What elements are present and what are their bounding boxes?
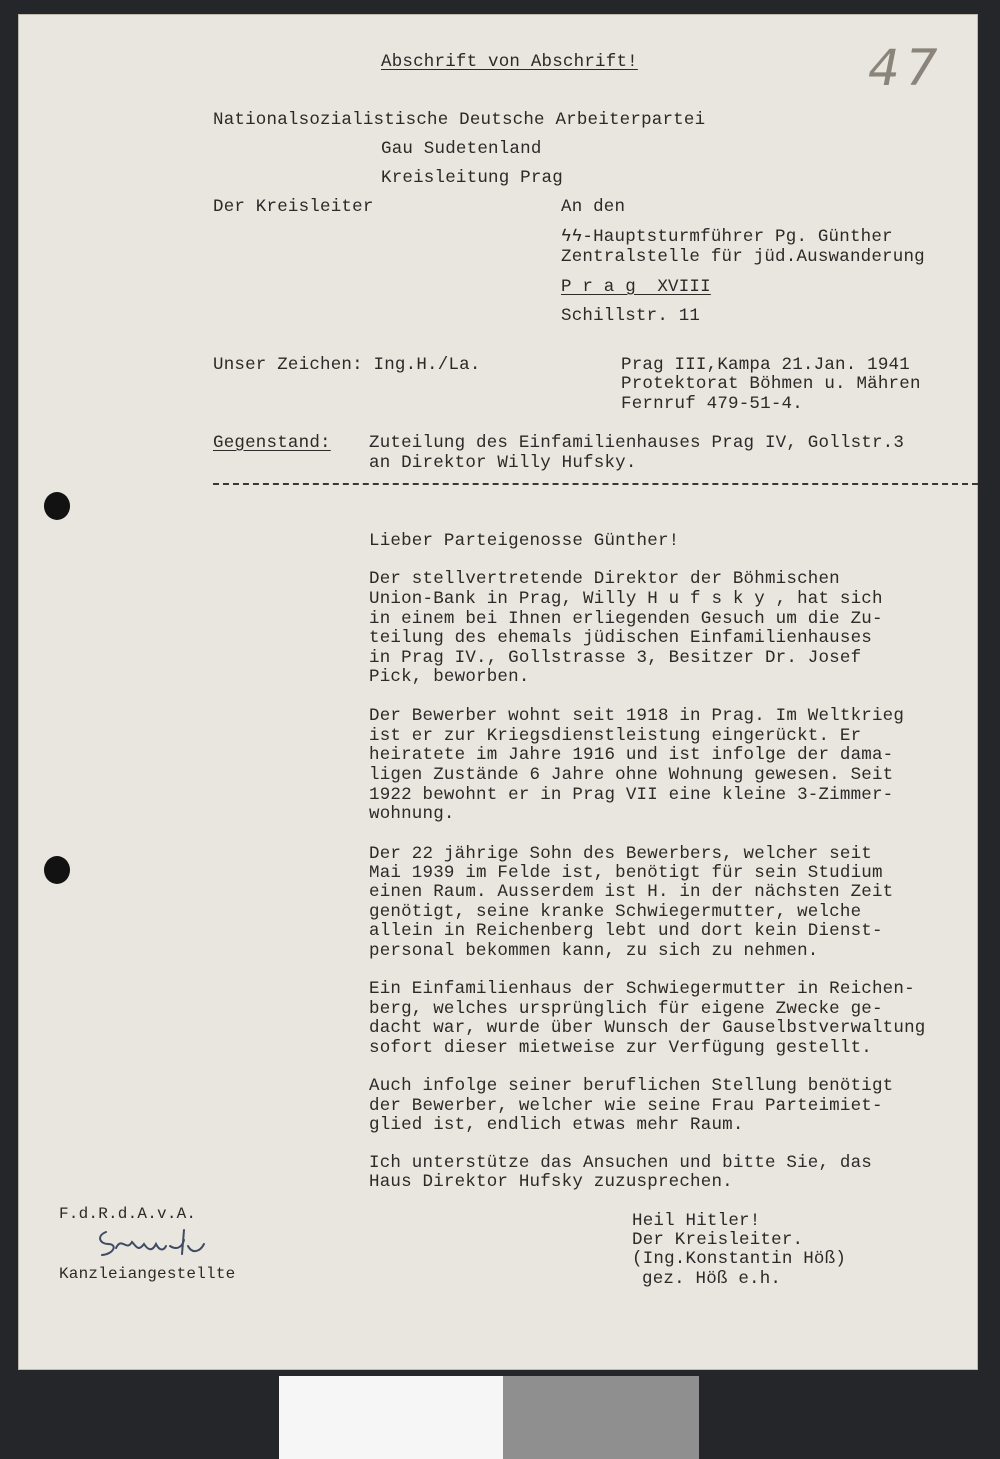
body-line: ligen Zustände 6 Jahre ohne Wohnung gewesen. Seit (369, 765, 894, 785)
body-line: Der 22 jährige Sohn des Bewerbers, welcher seit (369, 844, 872, 864)
org-gau: Gau Sudetenland (381, 139, 542, 159)
body-line: Ein Einfamilienhaus der Schwiegermutter in Reichen- (369, 979, 915, 999)
body-line: allein in Reichenberg lebt und dort kein Dienst- (369, 921, 883, 941)
salutation: Lieber Parteigenosse Günther! (369, 531, 680, 551)
certification-role: Kanzleiangestellte (59, 1265, 236, 1283)
handwritten-signature (92, 1222, 212, 1262)
body-line: in Prag IV., Gollstrasse 3, Besitzer Dr. Josef (369, 648, 862, 668)
body-line: 1922 bewohnt er in Prag VII eine kleine 3-Zimmer- (369, 785, 894, 805)
body-line: personal bekommen kann, zu sich zu nehmen. (369, 941, 819, 961)
subject-label: Gegenstand: (213, 433, 331, 453)
sender: Der Kreisleiter (213, 197, 374, 217)
calibration-gray (503, 1376, 699, 1459)
body-line: ist er zur Kriegsdienstleistung eingerückt. Er (369, 726, 862, 746)
subject-line2: an Direktor Willy Hufsky. (369, 453, 637, 473)
punch-hole-top (44, 492, 70, 520)
recipient-city: P r a g XVIII (561, 277, 711, 297)
body-line: berg, welches ursprünglich für eigene Zwecke ge- (369, 999, 883, 1019)
body-line: Union-Bank in Prag, Willy H u f s k y , hat sich (369, 589, 883, 609)
body-line: in einem bei Ihnen erliegenden Gesuch um die Zu- (369, 609, 883, 629)
body-line: der Bewerber, welcher wie seine Frau Parteimiet- (369, 1096, 883, 1116)
recipient-line1: An den (561, 197, 626, 217)
body-line: sofort dieser mietweise zur Verfügung gestellt. (369, 1038, 872, 1058)
phone: Fernruf 479-51-4. (621, 394, 803, 414)
body-line: Haus Direktor Hufsky zuzusprechen. (369, 1172, 733, 1192)
recipient-line2: ϟϟ-Hauptsturmführer Pg. Günther (561, 227, 893, 247)
body-line: dacht war, wurde über Wunsch der Gauselbstverwaltung (369, 1018, 926, 1038)
subject-line1: Zuteilung des Einfamilienhauses Prag IV, Gollstr.3 (369, 433, 905, 453)
recipient-street: Schillstr. 11 (561, 306, 701, 326)
certification-abbr: F.d.R.d.A.v.A. (59, 1205, 197, 1223)
closing-signed: gez. Höß e.h. (642, 1269, 782, 1289)
separator-line (213, 483, 978, 485)
org-kreisleitung: Kreisleitung Prag (381, 168, 563, 188)
punch-hole-bottom (44, 856, 70, 884)
place-date: Prag III,Kampa 21.Jan. 1941 (621, 355, 910, 375)
body-line: genötigt, seine kranke Schwiegermutter, welche (369, 902, 862, 922)
reference: Unser Zeichen: Ing.H./La. (213, 355, 481, 375)
body-line: Der Bewerber wohnt seit 1918 in Prag. Im Weltkrieg (369, 706, 905, 726)
body-line: Der stellvertretende Direktor der Böhmischen (369, 569, 840, 589)
closing-greeting: Heil Hitler! (632, 1211, 761, 1231)
protectorate: Protektorat Böhmen u. Mähren (621, 374, 921, 394)
body-line: Mai 1939 im Felde ist, benötigt für sein Studium (369, 863, 883, 883)
body-line: Auch infolge seiner beruflichen Stellung benötigt (369, 1076, 894, 1096)
calibration-white (279, 1376, 503, 1459)
document-heading: Abschrift von Abschrift! (381, 52, 638, 72)
body-line: Ich unterstütze das Ansuchen und bitte Sie, das (369, 1153, 872, 1173)
body-line: heiratete im Jahre 1916 und ist infolge der dama- (369, 745, 894, 765)
body-line: teilung des ehemals jüdischen Einfamilienhauses (369, 628, 872, 648)
body-line: einen Raum. Ausserdem ist H. in der nächsten Zeit (369, 882, 894, 902)
archive-number: 47 (868, 39, 944, 97)
org-name: Nationalsozialistische Deutsche Arbeiterpartei (213, 110, 706, 130)
body-line: glied ist, endlich etwas mehr Raum. (369, 1115, 744, 1135)
body-line: wohnung. (369, 804, 455, 824)
recipient-line3: Zentralstelle für jüd.Auswanderung (561, 247, 925, 267)
closing-name: (Ing.Konstantin Höß) (632, 1249, 847, 1269)
body-line: Pick, beworben. (369, 667, 530, 687)
closing-title: Der Kreisleiter. (632, 1230, 804, 1250)
